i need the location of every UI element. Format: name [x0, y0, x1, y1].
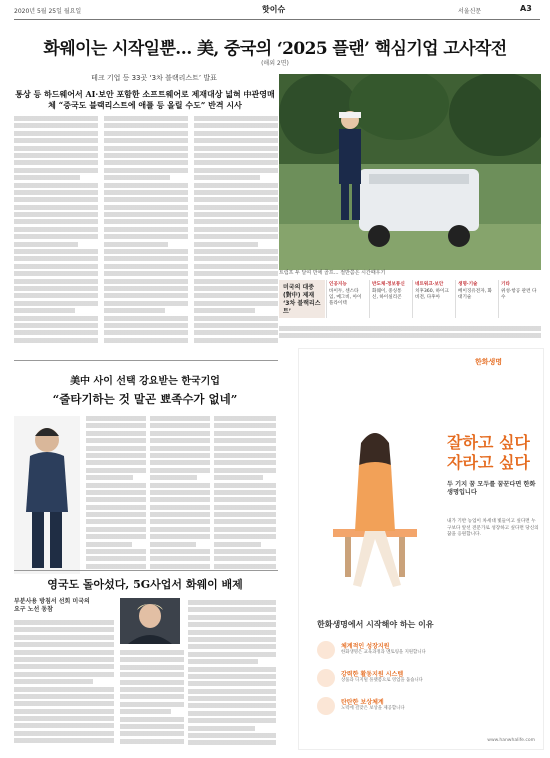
second-story-title-a: 美中 사이 선택 강요받는 한국기업 — [70, 376, 220, 387]
text-line — [194, 308, 255, 313]
ad-benefit-list — [317, 641, 527, 725]
text-line — [86, 505, 146, 510]
text-line — [14, 642, 114, 647]
text-line — [214, 446, 276, 451]
text-line — [86, 453, 146, 458]
system-icon — [317, 669, 335, 687]
text-line — [104, 301, 188, 306]
header-rule — [14, 19, 540, 20]
ad-benefit-title: 탄탄한 보상체계 — [341, 699, 384, 706]
sanctions-table-title: 미국의 대중(對中) 제재 ‘3차 블랙리스트’ — [279, 280, 325, 318]
text-line — [120, 724, 184, 729]
text-line — [188, 600, 276, 605]
text-line — [86, 475, 133, 480]
text-line — [104, 183, 188, 188]
text-line — [120, 739, 184, 744]
text-line — [104, 205, 188, 210]
text-line — [14, 316, 98, 321]
text-line — [120, 665, 184, 670]
text-line — [194, 316, 278, 321]
ad-headline-line-2: 자라고 싶다 — [447, 453, 530, 472]
text-line — [14, 650, 114, 655]
text-line — [120, 694, 184, 699]
text-line — [214, 438, 276, 443]
text-line — [214, 497, 276, 502]
text-line — [14, 738, 114, 743]
text-line — [194, 293, 278, 298]
article-column — [120, 650, 184, 750]
text-line — [194, 286, 278, 291]
text-line — [214, 542, 261, 547]
article-column — [14, 620, 114, 750]
text-line — [14, 168, 98, 173]
text-line — [194, 116, 278, 121]
ad-benefit-desc: 상품과 디지털 플랫폼으로 영업을 돕습니다 — [341, 678, 423, 683]
article-column-1 — [14, 116, 98, 352]
text-line — [86, 512, 146, 517]
text-line — [150, 475, 197, 480]
sanctions-table-column — [498, 280, 541, 318]
text-line — [14, 694, 114, 699]
article-column — [279, 326, 541, 344]
text-line — [120, 657, 184, 662]
text-line — [188, 659, 258, 664]
text-line — [14, 635, 114, 640]
text-line — [86, 468, 146, 473]
text-line — [188, 726, 255, 731]
text-line — [14, 716, 114, 721]
text-line — [194, 153, 278, 158]
text-line — [120, 709, 171, 714]
text-line — [104, 256, 188, 261]
text-line — [150, 490, 210, 495]
newspaper-name: 서울신문 — [458, 8, 482, 15]
ad-benefit-item — [317, 669, 527, 687]
text-line — [214, 527, 276, 532]
text-line — [214, 519, 276, 524]
text-line — [14, 219, 98, 224]
text-line — [188, 644, 276, 649]
text-line — [104, 116, 188, 121]
text-line — [194, 197, 278, 202]
text-line — [14, 330, 98, 335]
top-story-subhead: 통상 등 하드웨어서 AI·보안 포함한 소프트웨어로 제재대상 넓혀 中관영매체 “중국도 블랙리스트에 애플 등 올릴 수도” 반격 시사 — [15, 89, 275, 110]
text-line — [104, 338, 188, 343]
ad-benefit-desc: 노력에 걸맞은 보상을 제공합니다 — [341, 706, 405, 711]
text-line — [188, 689, 276, 694]
text-line — [14, 701, 114, 706]
text-line — [120, 731, 184, 736]
text-line — [104, 175, 170, 180]
text-line — [194, 271, 278, 276]
text-line — [104, 316, 188, 321]
text-line — [14, 183, 98, 188]
top-story-kicker: 테크 기업 등 33곳 ‘3차 블랙리스트’ 발표 — [91, 74, 217, 82]
article-column — [214, 416, 276, 574]
text-line — [150, 564, 210, 569]
text-line — [214, 534, 276, 539]
text-line — [279, 326, 541, 331]
text-line — [188, 615, 276, 620]
text-line — [86, 527, 146, 532]
text-line — [86, 490, 146, 495]
third-story-headline: 영국도 돌아섰다, 5G사업서 화웨이 배제 — [47, 578, 243, 591]
text-line — [150, 468, 210, 473]
text-line — [14, 723, 114, 728]
text-line — [14, 197, 98, 202]
golf-photo-caption: 트럼프 두 달여 만에 골프… 절반쯤은 시간때우기 — [279, 270, 386, 276]
text-line — [188, 607, 276, 612]
text-line — [104, 131, 188, 136]
text-line — [104, 212, 188, 217]
text-line — [104, 271, 188, 276]
text-line — [104, 264, 188, 269]
text-line — [14, 620, 114, 625]
text-line — [150, 483, 210, 488]
text-line — [150, 453, 210, 458]
sanctions-table — [279, 280, 541, 320]
text-line — [104, 323, 188, 328]
text-line — [14, 709, 114, 714]
text-line — [279, 333, 541, 338]
text-line — [14, 679, 93, 684]
text-line — [150, 512, 210, 517]
text-line — [150, 438, 210, 443]
page-number: A3 — [520, 4, 532, 13]
text-line — [86, 438, 146, 443]
businessman-photo — [14, 416, 80, 574]
sanctions-column-head: 인공지능 — [329, 282, 347, 287]
text-line — [194, 146, 278, 151]
text-line — [86, 460, 146, 465]
text-line — [188, 740, 276, 745]
businessman-photo-image — [14, 416, 80, 574]
text-line — [194, 160, 278, 165]
text-line — [194, 242, 258, 247]
text-line — [150, 497, 210, 502]
second-story-title-b: “줄타기하는 것 말곤 뾰족수가 없네” — [52, 392, 238, 406]
ad-benefit-item — [317, 641, 527, 659]
text-line — [214, 475, 263, 480]
text-line — [188, 733, 276, 738]
text-line — [150, 549, 210, 554]
johnson-photo-image — [120, 598, 180, 644]
related-page-note: (해외 2면) — [261, 60, 289, 67]
text-line — [194, 168, 278, 173]
article-column — [188, 600, 276, 750]
article-column — [86, 416, 146, 574]
golf-photo-image — [279, 74, 541, 270]
text-line — [150, 416, 210, 421]
text-line — [14, 256, 98, 261]
text-line — [150, 556, 210, 561]
text-line — [214, 453, 276, 458]
ad-benefit-title: 강력한 활동지원 시스템 — [341, 671, 404, 678]
ad-body-copy: 내가 기반 농업이 차세대 빛들이고 싶다면 누구보다 앞선 전문가로 성장하고 싶다면 당신의 꿈을 응원합니다. — [447, 519, 539, 537]
sanctions-column-head: 네트워크·보안 — [415, 282, 444, 287]
sanctions-column-body: 화웨이, 중싱통신, 하이실리콘 — [372, 289, 402, 300]
ad-url: www.hanwhalife.com — [487, 738, 535, 743]
text-line — [104, 279, 188, 284]
text-line — [150, 505, 210, 510]
text-line — [104, 190, 188, 195]
text-line — [104, 138, 188, 143]
text-line — [86, 497, 146, 502]
text-line — [14, 627, 114, 632]
text-line — [188, 696, 276, 701]
text-line — [86, 556, 146, 561]
sanctions-column-head: 기타 — [501, 282, 510, 287]
hanwha-ad — [298, 348, 544, 750]
text-line — [214, 423, 276, 428]
text-line — [86, 483, 146, 488]
text-line — [188, 652, 276, 657]
ad-tagline: 한화생명에서 시작해야 하는 이유 — [317, 620, 434, 629]
growth-icon — [317, 641, 335, 659]
sanctions-table-column — [412, 280, 452, 318]
text-line — [14, 116, 98, 121]
ad-benefit-item — [317, 697, 527, 715]
text-line — [214, 564, 276, 569]
text-line — [188, 637, 276, 642]
text-line — [14, 138, 98, 143]
text-line — [194, 219, 278, 224]
text-line — [104, 197, 188, 202]
text-line — [150, 527, 210, 532]
text-line — [104, 153, 188, 158]
text-line — [14, 175, 80, 180]
text-line — [104, 219, 188, 224]
text-line — [188, 630, 276, 635]
text-line — [120, 687, 184, 692]
ad-woman-illustration — [305, 409, 445, 599]
text-line — [194, 123, 278, 128]
sanctions-table-column — [326, 280, 366, 318]
text-line — [104, 168, 188, 173]
text-line — [150, 446, 210, 451]
text-line — [14, 131, 98, 136]
sanctions-column-body: 치후360, 하이크비전, 다후아 — [415, 289, 449, 300]
text-line — [14, 146, 98, 151]
golf-photo — [279, 74, 541, 270]
text-line — [188, 711, 276, 716]
text-line — [14, 338, 98, 343]
text-line — [188, 667, 276, 672]
sanctions-column-body: 베이징유전자, 화대기술 — [458, 289, 492, 300]
ad-benefit-title: 체계적인 성장지원 — [341, 643, 390, 650]
text-line — [214, 549, 276, 554]
text-line — [104, 293, 188, 298]
text-line — [194, 131, 278, 136]
text-line — [150, 431, 210, 436]
text-line — [104, 160, 188, 165]
text-line — [188, 718, 276, 723]
text-line — [14, 308, 75, 313]
article-column-2 — [104, 116, 188, 352]
text-line — [14, 234, 98, 239]
text-line — [194, 175, 260, 180]
text-line — [194, 264, 278, 269]
section-name: 핫이슈 — [262, 5, 286, 14]
text-line — [14, 264, 98, 269]
text-line — [14, 687, 114, 692]
ad-benefit-desc: 한화생명은 교육과정과 멘토링을 지원합니다 — [341, 650, 426, 655]
text-line — [194, 234, 278, 239]
page-header — [0, 0, 550, 22]
text-line — [86, 431, 146, 436]
text-line — [86, 446, 146, 451]
text-line — [120, 672, 184, 677]
text-line — [86, 416, 146, 421]
text-line — [14, 212, 98, 217]
text-line — [14, 731, 114, 736]
text-line — [120, 702, 184, 707]
text-line — [120, 680, 184, 685]
text-line — [150, 423, 210, 428]
text-line — [86, 519, 146, 524]
text-line — [104, 308, 165, 313]
text-line — [214, 483, 276, 488]
text-line — [188, 703, 276, 708]
text-line — [86, 564, 146, 569]
sanctions-table-column — [369, 280, 409, 318]
text-line — [214, 490, 276, 495]
text-line — [194, 227, 278, 232]
text-line — [14, 279, 98, 284]
text-line — [104, 330, 188, 335]
text-line — [194, 212, 278, 217]
text-line — [14, 672, 114, 677]
text-line — [194, 205, 278, 210]
text-line — [188, 674, 276, 679]
text-line — [194, 183, 278, 188]
text-line — [14, 160, 98, 165]
text-line — [214, 416, 276, 421]
text-line — [214, 556, 276, 561]
text-line — [188, 681, 276, 686]
third-story-kicker: 부분사용 방침서 선회 미국의 요구 노선 동참 — [14, 598, 90, 613]
article-column — [150, 416, 210, 574]
text-line — [86, 542, 132, 547]
text-line — [194, 323, 278, 328]
text-line — [214, 460, 276, 465]
text-line — [86, 423, 146, 428]
text-line — [194, 256, 278, 261]
ad-headline — [447, 433, 530, 473]
text-line — [104, 234, 188, 239]
text-line — [214, 512, 276, 517]
main-headline: 화웨이는 시작일뿐… 美, 중국의 ‘2025 플랜’ 핵심기업 고사작전 — [43, 39, 507, 59]
ad-headline-line-1: 잘하고 싶다 — [447, 433, 530, 452]
reward-icon — [317, 697, 335, 715]
ad-subcopy: 두 기지 꿈 모두를 꿈꾼다면 한화생명입니다 — [447, 481, 536, 496]
text-line — [150, 542, 196, 547]
text-line — [14, 323, 98, 328]
text-line — [86, 549, 146, 554]
sanctions-column-body: 바이두, 센스타임, 메그비, 아이플라이텍 — [329, 289, 362, 306]
text-line — [104, 249, 188, 254]
text-line — [14, 301, 98, 306]
sanctions-column-body: 위성·항공 관련 다수 — [501, 289, 537, 300]
text-line — [14, 271, 98, 276]
text-line — [194, 330, 278, 335]
text-line — [104, 146, 188, 151]
text-line — [194, 279, 278, 284]
text-line — [104, 123, 188, 128]
text-line — [14, 227, 98, 232]
text-line — [14, 190, 98, 195]
text-line — [14, 293, 98, 298]
text-line — [214, 431, 276, 436]
text-line — [14, 242, 78, 247]
text-line — [104, 227, 188, 232]
text-line — [150, 519, 210, 524]
text-line — [194, 301, 278, 306]
text-line — [214, 468, 276, 473]
ad-brand-logo: 한화생명 — [475, 358, 503, 366]
text-line — [14, 123, 98, 128]
second-story-headline — [10, 372, 280, 407]
text-line — [150, 460, 210, 465]
text-line — [214, 505, 276, 510]
text-line — [188, 622, 276, 627]
text-line — [14, 205, 98, 210]
text-line — [194, 138, 278, 143]
johnson-photo — [120, 598, 180, 644]
text-line — [14, 249, 98, 254]
text-line — [150, 534, 210, 539]
text-line — [120, 650, 184, 655]
article-column-3 — [194, 116, 278, 352]
text-line — [194, 338, 278, 343]
text-line — [14, 153, 98, 158]
text-line — [14, 664, 114, 669]
text-line — [14, 286, 98, 291]
sanctions-column-head: 반도체·정보통신 — [372, 282, 405, 287]
sanctions-table-column — [455, 280, 495, 318]
section-divider — [14, 360, 278, 361]
text-line — [194, 190, 278, 195]
text-line — [14, 657, 114, 662]
text-line — [194, 249, 278, 254]
text-line — [104, 242, 168, 247]
sanctions-column-head: 생명·기술 — [458, 282, 478, 287]
text-line — [120, 717, 184, 722]
issue-date: 2020년 5월 25일 월요일 — [14, 8, 82, 15]
text-line — [86, 534, 146, 539]
text-line — [104, 286, 188, 291]
